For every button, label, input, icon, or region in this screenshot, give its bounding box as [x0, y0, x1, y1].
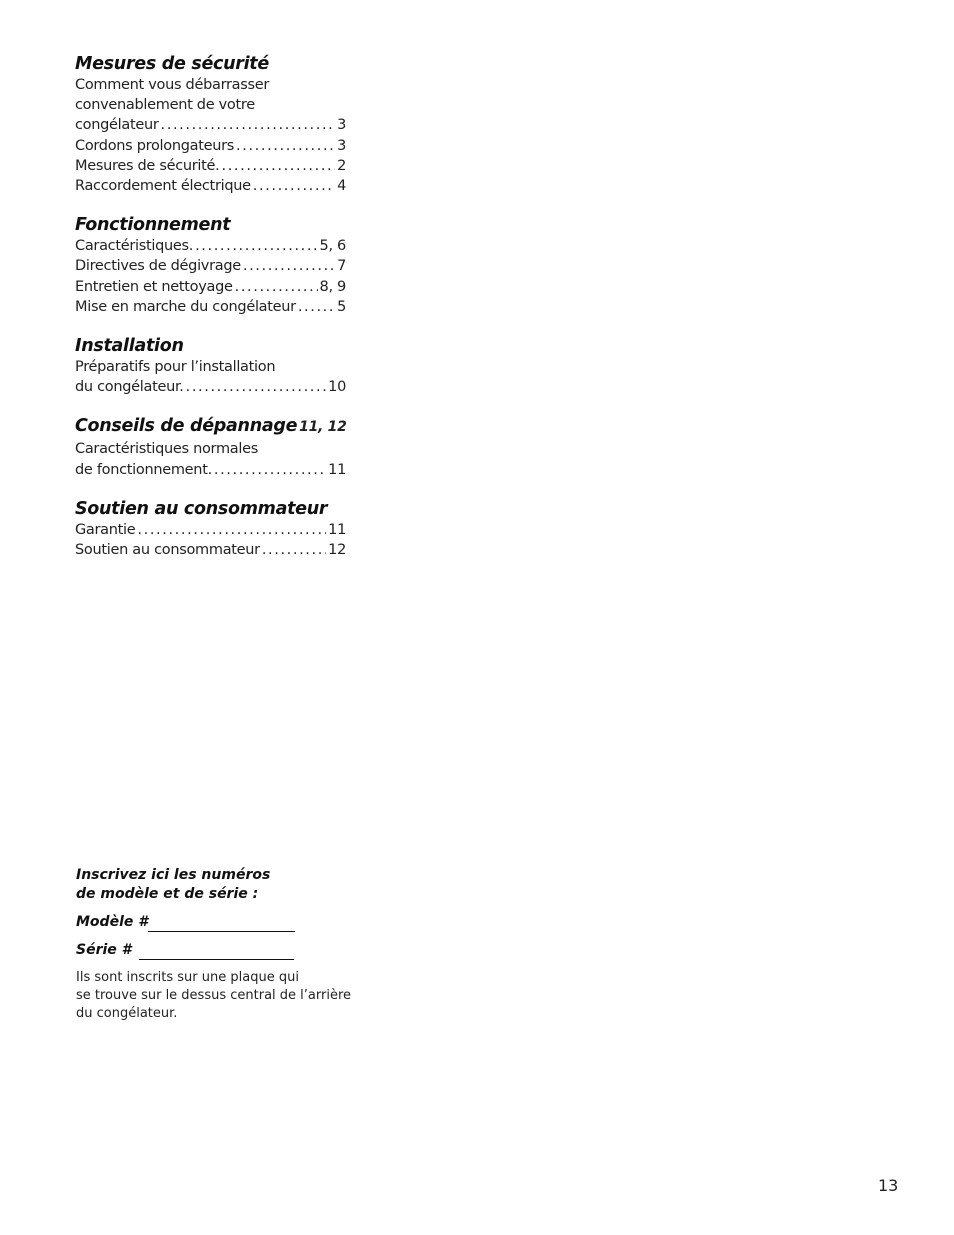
toc-entry[interactable]: [75, 297, 346, 317]
model-number-field: [76, 913, 376, 932]
entry-page: 8, 9: [319, 278, 346, 295]
dot-leader: [221, 156, 335, 176]
toc-section-operation: [75, 214, 346, 317]
serial-label: Série #: [76, 942, 132, 958]
entry-label: congélateur: [75, 117, 159, 134]
entry-page: 5, 6: [319, 238, 346, 255]
toc-entry[interactable]: [75, 115, 346, 135]
entry-intro: Caractéristiques normales: [75, 441, 258, 458]
serial-number-line: [139, 945, 294, 960]
entry-label: Soutien au consommateur: [75, 542, 260, 559]
dot-leader: [253, 176, 335, 196]
toc-entry[interactable]: [75, 277, 346, 297]
section-page: 11, 12: [299, 419, 347, 436]
entry-page: 11: [328, 461, 346, 478]
dot-leader: [243, 256, 335, 276]
note-line: Ils sont inscrits sur une plaque qui: [76, 970, 299, 985]
entry-intro: convenablement de votre: [75, 97, 255, 114]
toc-entry[interactable]: [75, 460, 346, 480]
toc-section-troubleshooting: [75, 415, 346, 479]
section-title: Conseils de dépannage: [75, 416, 298, 437]
section-title: Installation: [75, 336, 184, 357]
section-title: Soutien au consommateur: [75, 498, 328, 519]
dot-leader: [161, 115, 336, 135]
dot-leader: [186, 377, 327, 397]
entry-label: Garantie: [75, 521, 136, 538]
entry-intro: Comment vous débarrasser: [75, 77, 270, 93]
toc-entry[interactable]: [75, 520, 346, 540]
table-of-contents: [75, 53, 346, 578]
entry-label: Mise en marche du congélateur: [75, 298, 296, 315]
note-line: se trouve sur le dessus central de l’arrière: [76, 988, 352, 1003]
entry-page: 5: [337, 298, 346, 315]
dot-leader: [235, 277, 318, 297]
toc-section-installation: [75, 335, 346, 397]
section-title: Fonctionnement: [75, 215, 231, 236]
section-title-line[interactable]: [75, 415, 346, 439]
note-line: du congélateur.: [76, 1006, 178, 1021]
dot-leader: [214, 460, 326, 480]
entry-label: Cordons prolongateurs: [75, 137, 235, 154]
toc-entry[interactable]: [75, 136, 346, 156]
model-serial-heading: de modèle et de série :: [76, 886, 259, 902]
entry-label: de fonctionnement.: [75, 461, 212, 478]
plate-location-note: [76, 969, 376, 1023]
entry-label: du congélateur.: [75, 379, 184, 396]
model-number-line: [148, 917, 295, 932]
dot-leader: [236, 136, 335, 156]
toc-entry[interactable]: [75, 236, 346, 256]
entry-page: 3: [337, 117, 346, 134]
entry-label: Directives de dégivrage: [75, 258, 241, 275]
entry-page: 10: [328, 379, 346, 396]
model-serial-record: [76, 866, 376, 1023]
section-title: Mesures de sécurité: [75, 54, 269, 74]
dot-leader: [298, 297, 335, 317]
entry-label: Raccordement électrique: [75, 178, 251, 195]
entry-label: Mesures de sécurité.: [75, 157, 220, 174]
entry-page: 2: [337, 157, 346, 174]
toc-section-consumer-support: [75, 498, 346, 560]
entry-page: 4: [337, 178, 346, 195]
serial-number-field: [76, 941, 376, 960]
toc-section-safety: [75, 53, 346, 196]
toc-entry[interactable]: [75, 377, 346, 397]
dot-leader: [262, 540, 326, 560]
entry-label: Caractéristiques.: [75, 238, 194, 255]
entry-page: 7: [337, 258, 346, 275]
toc-entry[interactable]: [75, 156, 346, 176]
toc-entry[interactable]: [75, 256, 346, 276]
entry-intro: Préparatifs pour l’installation: [75, 359, 276, 376]
model-serial-heading: Inscrivez ici les numéros: [76, 867, 271, 883]
toc-entry[interactable]: [75, 176, 346, 196]
page-number: 13: [878, 1176, 899, 1195]
entry-label: Entretien et nettoyage: [75, 278, 233, 295]
entry-page: 11: [328, 521, 346, 538]
dot-leader: [195, 236, 317, 256]
model-label: Modèle #: [76, 914, 148, 930]
entry-page: 3: [337, 137, 346, 154]
toc-entry[interactable]: [75, 540, 346, 560]
dot-leader: [137, 520, 326, 540]
entry-page: 12: [328, 542, 346, 559]
